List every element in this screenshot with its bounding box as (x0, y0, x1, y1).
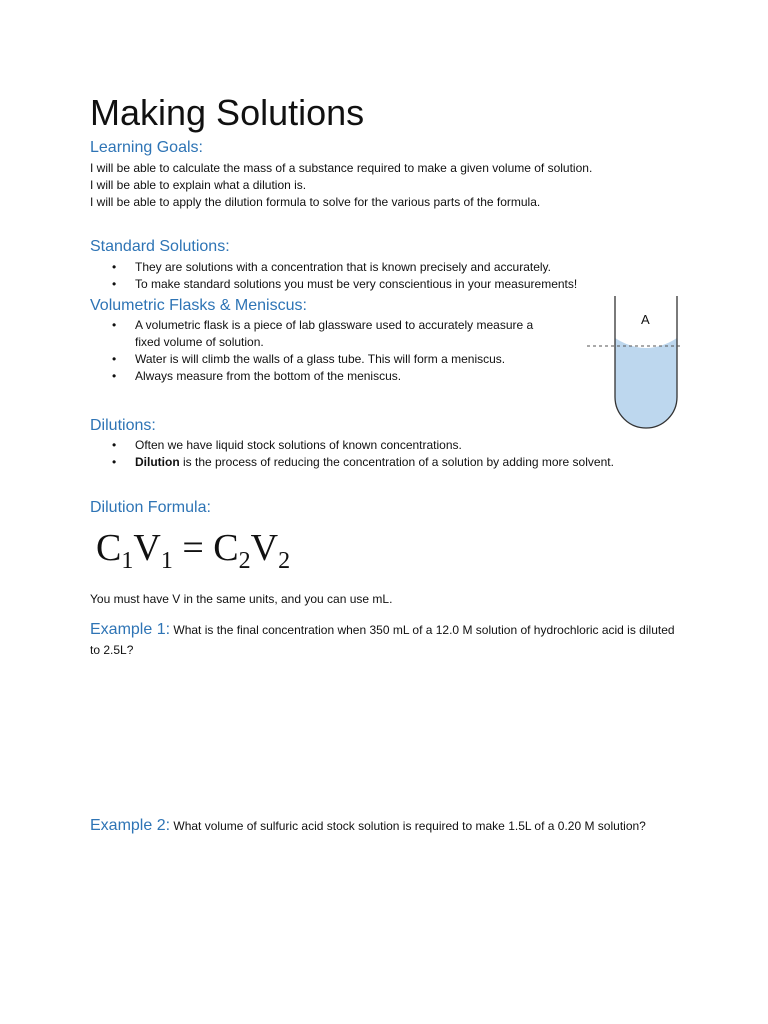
meniscus-diagram (585, 296, 685, 434)
list-item: • Water is will climb the walls of a glass tube. This will form a meniscus. (90, 351, 555, 368)
example-1-question: What is the final concentration when 350 mL of a 12.0 M solution of hydrochloric acid is diluted to 2.5L? (90, 623, 675, 657)
list-item: • Often we have liquid stock solutions of known concentrations. (90, 437, 690, 454)
learning-goal-item: I will be able to apply the dilution formula to solve for the various parts of the formula. (90, 195, 541, 209)
volumetric-heading: Volumetric Flasks & Meniscus: (90, 297, 307, 314)
example-1-label: Example 1: (90, 621, 171, 638)
list-item (90, 454, 690, 471)
dilution-formula-heading: Dilution Formula: (90, 499, 211, 516)
dilution-term: Dilution (135, 455, 180, 469)
volumetric-list (90, 317, 555, 385)
example-2 (90, 816, 650, 836)
list-item: • To make standard solutions you must be very conscientious in your measurements! (90, 276, 690, 293)
diagram-label: A (641, 312, 650, 327)
learning-goals-heading: Learning Goals: (90, 139, 203, 156)
standard-solutions-heading: Standard Solutions: (90, 238, 230, 255)
units-note: You must have V in the same units, and you can use mL. (90, 592, 393, 606)
dilution-formula: $C_1V_1 = C_2V_2$ (96, 527, 291, 574)
standard-solutions-list (90, 259, 690, 293)
learning-goal-item: I will be able to calculate the mass of a substance required to make a given volume of solution. (90, 161, 593, 175)
example-2-label: Example 2: (90, 817, 171, 834)
example-2-question: What volume of sulfuric acid stock solution is required to make 1.5L of a 0.20 M solution? (170, 819, 646, 833)
example-1 (90, 620, 680, 660)
dilution-definition: is the process of reducing the concentration of a solution by adding more solvent. (179, 455, 614, 469)
page-title: Making Solutions (90, 92, 365, 133)
list-item: • A volumetric flask is a piece of lab glassware used to accurately measure a fixed volume of solution. (90, 317, 555, 351)
dilutions-list (90, 437, 690, 471)
list-item: • Always measure from the bottom of the meniscus. (90, 368, 555, 385)
dilutions-heading: Dilutions: (90, 417, 156, 434)
list-item: • They are solutions with a concentration that is known precisely and accurately. (90, 259, 690, 276)
learning-goals-list (90, 160, 592, 211)
liquid-fill (615, 338, 677, 428)
learning-goal-item: I will be able to explain what a dilution is. (90, 178, 307, 192)
